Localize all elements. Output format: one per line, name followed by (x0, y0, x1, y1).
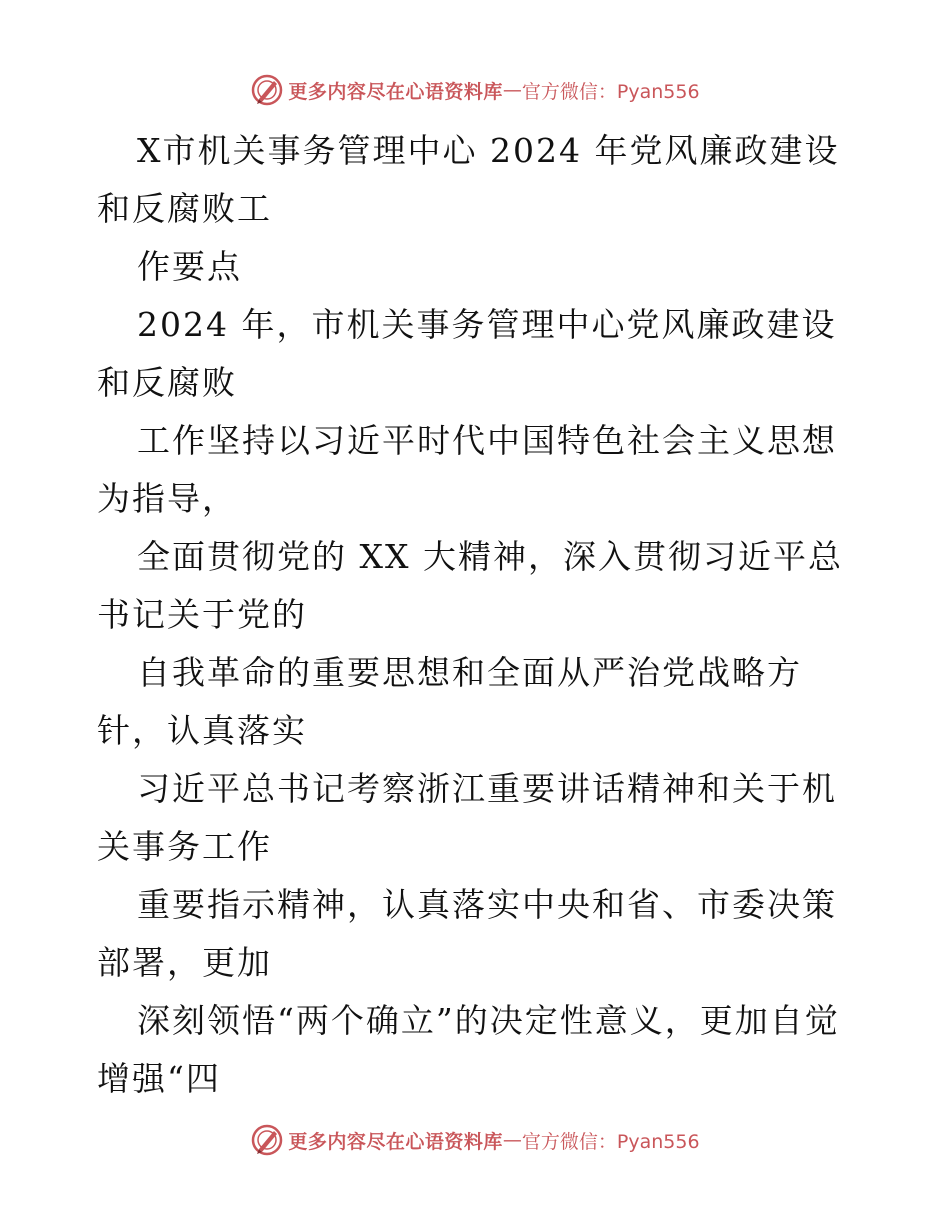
pen-logo-icon (250, 1123, 284, 1157)
document-paragraph: 习近平总书记考察浙江重要讲话精神和关于机关事务工作 (97, 769, 837, 866)
banner-contact-text: 官方微信：Pyan556 (521, 80, 700, 103)
document-paragraph: X市机关事务管理中心 2024 年党风廉政建设和反腐败工 (97, 131, 840, 228)
banner-site-text: 更多内容尽在心语资料库 (288, 80, 503, 103)
document-paragraph: 作要点 (137, 247, 242, 286)
document-paragraph: 深刻领悟“两个确立”的决定性意义，更加自觉增强“四 (97, 1001, 840, 1098)
document-paragraph: 工作坚持以习近平时代中国特色社会主义思想为指导， (97, 421, 837, 518)
document-paragraph: 自我革命的重要思想和全面从严治党战略方针，认真落实 (97, 653, 802, 750)
banner-contact-text: 官方微信：Pyan556 (521, 1130, 700, 1153)
pen-logo-icon (250, 73, 284, 107)
banner-separator: — (502, 1129, 522, 1151)
document-body (97, 122, 852, 1108)
document-paragraph: 全面贯彻党的 XX 大精神，深入贯彻习近平总书记关于党的 (97, 537, 843, 634)
header-banner (0, 70, 950, 110)
banner-separator: — (502, 79, 522, 101)
document-paragraph: 2024 年，市机关事务管理中心党风廉政建设和反腐败 (97, 305, 837, 402)
banner-site-text: 更多内容尽在心语资料库 (288, 1130, 503, 1153)
footer-banner (0, 1120, 950, 1160)
document-paragraph: 重要指示精神，认真落实中央和省、市委决策部署，更加 (97, 885, 837, 982)
